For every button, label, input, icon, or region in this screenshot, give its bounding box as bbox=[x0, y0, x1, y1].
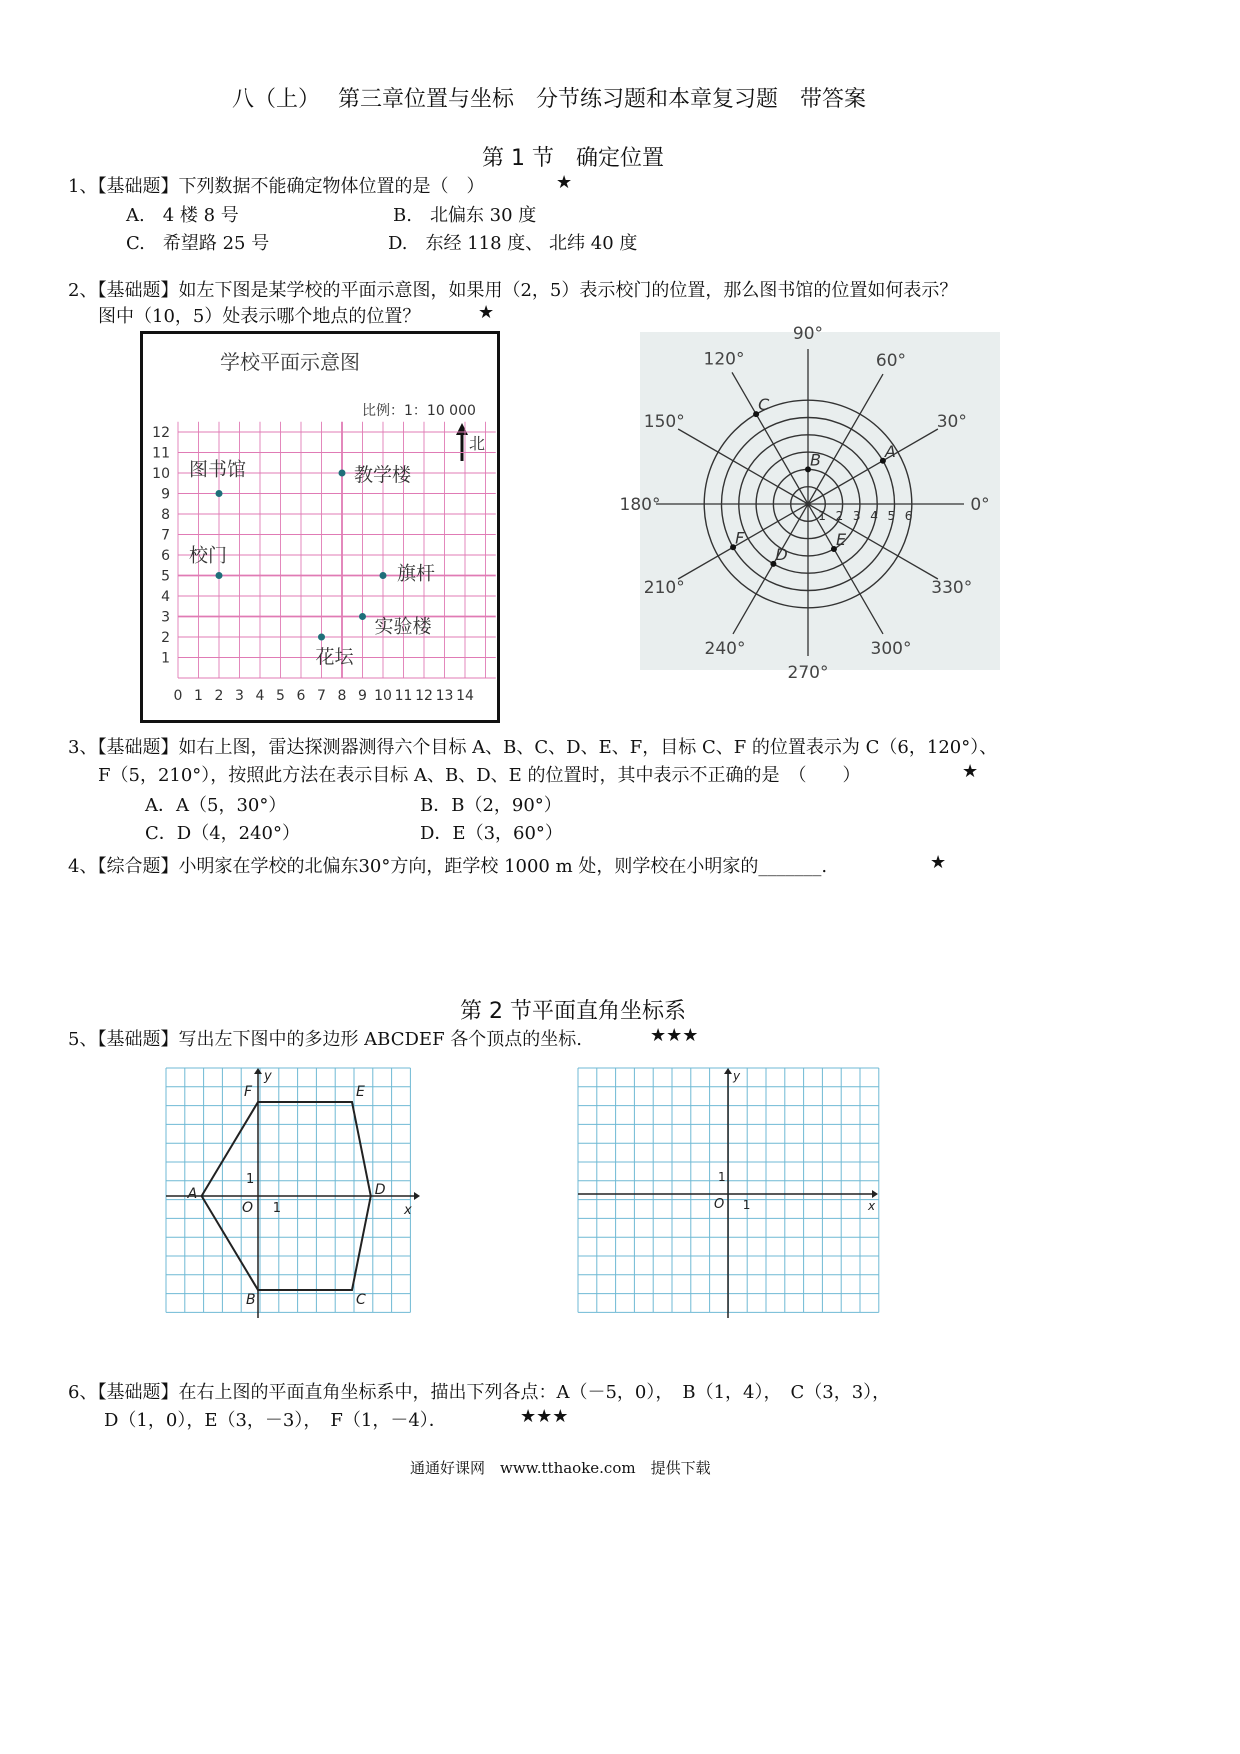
y-tick-label: 2 bbox=[161, 630, 170, 646]
vertex-label: E bbox=[356, 1084, 365, 1100]
y-tick-label: 6 bbox=[161, 548, 170, 564]
x-tick-label: 14 bbox=[456, 688, 474, 704]
question-1-option-a: A. 4 楼 8 号 bbox=[126, 205, 239, 226]
x-axis-label: x bbox=[868, 1199, 876, 1213]
question-6-line-1: 6、【基础题】在右上图的平面直角坐标系中，描出下列各点：A（－5，0）， B（1，4）， C（3，3）， bbox=[68, 1382, 891, 1403]
y-tick-label: 4 bbox=[161, 589, 170, 605]
place-label: 旗杆 bbox=[397, 562, 436, 585]
y-axis-label: y bbox=[264, 1069, 272, 1084]
section-1-title: 第 1 节 确定位置 bbox=[482, 146, 664, 171]
x-tick-label: 11 bbox=[394, 688, 413, 704]
x-tick-label: 1 bbox=[194, 688, 203, 704]
x-tick-label: 10 bbox=[374, 688, 392, 704]
x-tick-label: 0 bbox=[173, 688, 183, 704]
vertex-label: C bbox=[356, 1292, 366, 1308]
radar-target-label: B bbox=[810, 450, 821, 470]
y-unit-label: 1 bbox=[246, 1172, 255, 1188]
question-6-stars: ★★★ bbox=[520, 1406, 569, 1427]
y-tick-label: 5 bbox=[161, 568, 170, 585]
question-2-line-1: 2、【基础题】如左下图是某学校的平面示意图，如果用（2，5）表示校门的位置，那么图书馆的位置如何表示？ bbox=[68, 280, 958, 301]
x-axis-arrow bbox=[872, 1190, 878, 1198]
x-tick-label: 2 bbox=[214, 688, 224, 704]
hexagon-grid-lines bbox=[166, 1068, 410, 1312]
radar-angle-label: 210° bbox=[643, 578, 685, 598]
place-label: 校门 bbox=[189, 544, 228, 567]
x-tick-label: 3 bbox=[235, 688, 244, 704]
question-1: 1、【基础题】下列数据不能确定物体位置的是（ ） bbox=[68, 176, 485, 197]
radar-angle-label: 270° bbox=[787, 663, 829, 683]
radar-ring-label: 1 bbox=[818, 509, 826, 523]
question-3-option-d: D．E（3，60°） bbox=[420, 823, 563, 844]
hexagon-grid-figure bbox=[164, 1066, 420, 1324]
origin-label: O bbox=[714, 1197, 725, 1212]
x-tick-label: 13 bbox=[435, 688, 454, 704]
radar-figure bbox=[619, 324, 1000, 683]
y-tick-label: 11 bbox=[152, 445, 170, 462]
x-tick-label: 7 bbox=[317, 688, 326, 704]
place-label: 花坛 bbox=[315, 646, 354, 668]
school-map-title: 学校平面示意图 bbox=[220, 350, 360, 374]
vertex-label: D bbox=[374, 1182, 386, 1198]
radar-target-label: A bbox=[884, 441, 896, 461]
question-1-option-b: B. 北偏东 30 度 bbox=[393, 205, 537, 226]
radar-angle-label: 60° bbox=[875, 351, 907, 372]
footer-text: 通通好课网 www.tthaoke.com 提供下载 bbox=[410, 1459, 711, 1477]
radar-target-label: D bbox=[775, 544, 788, 564]
radar-angle-label: 0° bbox=[970, 495, 990, 515]
section-2-title: 第 2 节平面直角坐标系 bbox=[460, 999, 686, 1024]
radar-angle-label: 150° bbox=[643, 412, 685, 432]
vertex-label: B bbox=[246, 1292, 256, 1308]
radar-target-label: C bbox=[758, 395, 770, 415]
question-1-stars: ★ bbox=[556, 172, 573, 193]
question-3-option-c: C．D（4，240°） bbox=[145, 823, 301, 844]
place-dot bbox=[216, 572, 223, 579]
place-label: 教学楼 bbox=[354, 464, 412, 486]
y-tick-label: 9 bbox=[161, 486, 170, 503]
school-map-figure bbox=[140, 331, 500, 723]
radar-angle-label: 180° bbox=[619, 495, 661, 515]
y-tick-label: 10 bbox=[152, 466, 170, 482]
radar-angle-label: 30° bbox=[936, 412, 967, 432]
x-axis-label: x bbox=[404, 1203, 412, 1218]
y-tick-label: 3 bbox=[161, 609, 170, 626]
y-unit-label: 1 bbox=[718, 1170, 726, 1185]
x-tick-label: 6 bbox=[296, 688, 306, 704]
radar-angle-label: 300° bbox=[870, 638, 912, 659]
radar-ring-label: 3 bbox=[852, 509, 861, 523]
radar-angle-label: 240° bbox=[704, 638, 746, 659]
question-4: 4、【综合题】小明家在学校的北偏东30°方向，距学校 1000 m 处，则学校在小明家的_______. bbox=[68, 856, 828, 877]
north-label: 北 bbox=[469, 434, 486, 453]
question-3-line-2: F（5，210°），按照此方法在表示目标 A、B、D、E 的位置时，其中表示不正确的是 （ ） bbox=[98, 765, 861, 786]
y-axis-arrow bbox=[724, 1068, 732, 1074]
question-3-option-a: A．A（5，30°） bbox=[145, 795, 287, 816]
school-map-scale: 比例：1：10 000 bbox=[362, 403, 476, 419]
question-1-option-c: C. 希望路 25 号 bbox=[126, 233, 270, 254]
x-axis-arrow bbox=[414, 1192, 420, 1200]
place-label: 图书馆 bbox=[189, 458, 247, 481]
x-tick-label: 12 bbox=[415, 688, 433, 704]
y-tick-label: 12 bbox=[152, 425, 170, 441]
vertex-label: F bbox=[244, 1084, 253, 1100]
question-4-stars: ★ bbox=[930, 852, 947, 873]
radar-angle-label: 90° bbox=[792, 324, 824, 344]
radar-ring-label: 6 bbox=[904, 509, 913, 523]
question-5-stars: ★★★ bbox=[650, 1025, 699, 1046]
page-title: 八（上） 第三章位置与坐标 分节练习题和本章复习题 带答案 bbox=[232, 87, 866, 112]
place-dot bbox=[318, 634, 325, 641]
y-tick-label: 7 bbox=[161, 527, 170, 544]
y-tick-label: 8 bbox=[161, 507, 170, 523]
radar-angle-label: 120° bbox=[703, 349, 745, 370]
radar-target-label: E bbox=[835, 529, 847, 549]
question-2-line-2: 图中（10，5）处表示哪个地点的位置？ bbox=[98, 306, 421, 327]
question-2-stars: ★ bbox=[478, 302, 495, 323]
radar-target-label: F bbox=[735, 528, 745, 548]
origin-label: O bbox=[242, 1200, 254, 1216]
place-dot bbox=[380, 572, 387, 579]
x-tick-label: 9 bbox=[358, 688, 367, 704]
question-5: 5、【基础题】写出左下图中的多边形 ABCDEF 各个顶点的坐标. bbox=[68, 1029, 583, 1050]
y-axis-arrow bbox=[254, 1068, 262, 1074]
x-tick-label: 8 bbox=[337, 688, 347, 704]
x-unit-label: 1 bbox=[272, 1201, 282, 1216]
x-tick-label: 5 bbox=[276, 688, 285, 704]
place-dot bbox=[216, 490, 223, 497]
radar-ring-label: 4 bbox=[870, 509, 878, 523]
question-3-option-b: B．B（2，90°） bbox=[420, 795, 562, 816]
x-unit-label: 1 bbox=[742, 1198, 751, 1212]
radar-angle-label: 330° bbox=[931, 578, 973, 598]
question-3-stars: ★ bbox=[962, 761, 979, 782]
y-tick-label: 1 bbox=[161, 650, 170, 667]
place-dot bbox=[339, 470, 346, 477]
radar-ring-label: 5 bbox=[887, 509, 896, 523]
question-3-line-1: 3、【基础题】如右上图，雷达探测器测得六个目标 A、B、C、D、E、F，目标 C、F 的位置表示为 C（6，120°）、 bbox=[68, 737, 998, 758]
blank-grid-figure bbox=[576, 1066, 880, 1324]
vertex-label: A bbox=[187, 1186, 198, 1202]
place-dot bbox=[359, 613, 366, 620]
question-6-line-2: D（1，0），E（3，－3）， F（1，－4）． bbox=[104, 1410, 447, 1431]
y-axis-label: y bbox=[733, 1069, 741, 1083]
x-tick-label: 4 bbox=[255, 688, 265, 704]
radar-background bbox=[640, 332, 1000, 670]
place-label: 实验楼 bbox=[374, 615, 432, 638]
question-1-option-d: D. 东经 118 度、 北纬 40 度 bbox=[388, 233, 638, 254]
radar-ring-label: 2 bbox=[835, 509, 844, 523]
